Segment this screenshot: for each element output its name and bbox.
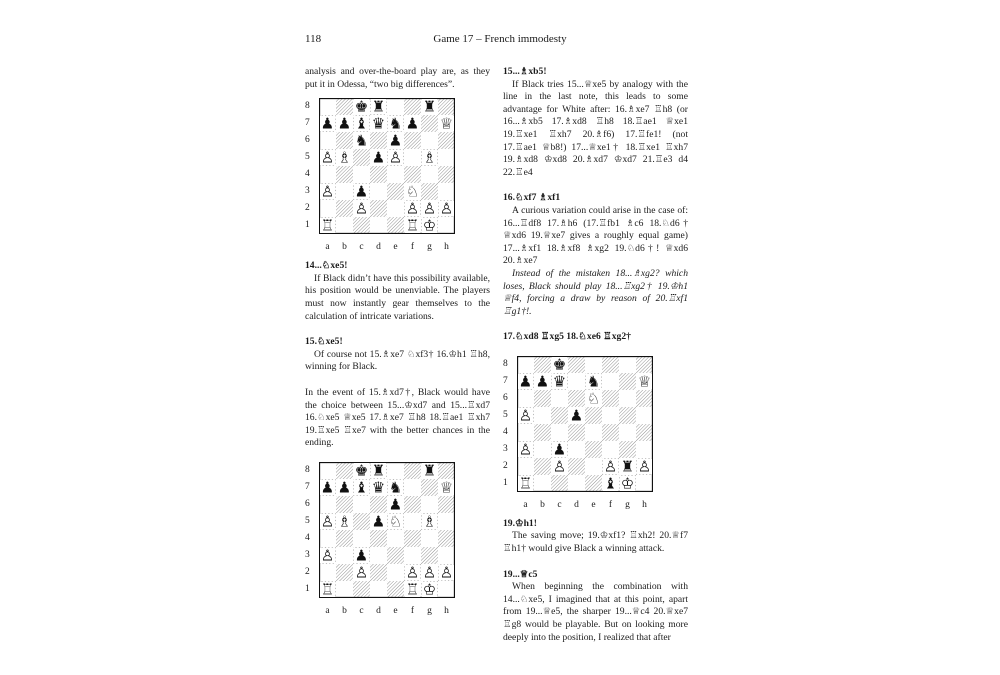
left-column <box>305 66 490 624</box>
white-piece-a1: ♖ <box>320 580 335 598</box>
rank-label: 4 <box>305 169 310 180</box>
dark-square <box>636 424 653 441</box>
dark-square <box>551 475 568 492</box>
move-heading: 15...♗xb5! <box>503 66 547 77</box>
black-piece-g8: ♜ <box>422 461 437 480</box>
light-square <box>585 424 602 441</box>
file-label: c <box>359 605 364 616</box>
rank-label: 5 <box>305 515 310 526</box>
file-label: e <box>393 605 398 616</box>
dark-square <box>568 458 585 475</box>
white-piece-a3: ♙ <box>320 546 335 565</box>
light-square <box>319 530 336 547</box>
dark-square <box>585 475 602 492</box>
dark-square <box>602 424 619 441</box>
dark-square <box>602 390 619 407</box>
black-piece-f7: ♟ <box>405 114 420 133</box>
black-piece-b7: ♟ <box>337 114 352 133</box>
black-piece-g2: ♜ <box>620 457 635 476</box>
rank-label: 6 <box>503 392 508 403</box>
file-labels <box>319 600 455 616</box>
black-piece-c3: ♟ <box>552 440 567 459</box>
light-square <box>353 166 370 183</box>
light-square <box>636 475 653 492</box>
light-square <box>421 132 438 149</box>
rank-label: 3 <box>503 443 508 454</box>
dark-square <box>370 166 387 183</box>
rank-label: 3 <box>305 549 310 560</box>
light-square <box>387 200 404 217</box>
dark-square <box>336 200 353 217</box>
light-square <box>517 424 534 441</box>
white-piece-f1: ♖ <box>405 216 420 235</box>
dark-square <box>534 458 551 475</box>
black-piece-e7: ♞ <box>388 114 403 133</box>
file-label: f <box>410 605 415 616</box>
black-piece-c8: ♚ <box>354 461 369 480</box>
rank-label: 1 <box>305 583 310 594</box>
white-piece-c2: ♙ <box>552 457 567 476</box>
black-piece-a7: ♟ <box>518 372 533 391</box>
page-number: 118 <box>305 33 322 45</box>
dark-square <box>438 462 455 479</box>
file-label: b <box>342 605 347 616</box>
white-piece-g2: ♙ <box>422 563 437 582</box>
light-square <box>404 513 421 530</box>
light-square <box>517 458 534 475</box>
move-heading: 15.♘xe5! <box>305 336 343 348</box>
light-square <box>370 183 387 200</box>
black-piece-g8: ♜ <box>422 98 437 116</box>
black-piece-d7: ♛ <box>371 114 386 133</box>
black-piece-d8: ♜ <box>371 98 386 116</box>
rank-label: 7 <box>305 118 310 129</box>
white-piece-e5: ♙ <box>388 148 403 167</box>
file-label: a <box>325 605 330 616</box>
light-square <box>517 390 534 407</box>
dark-square <box>370 132 387 149</box>
dark-square <box>421 115 438 132</box>
white-piece-a1: ♖ <box>518 474 533 492</box>
light-square <box>568 475 585 492</box>
light-square <box>404 479 421 496</box>
paragraph: Of course not 15.♗xe7 ♘xf3† 16.♔h1 ♖h8, winning for Black. <box>305 348 490 373</box>
rank-label: 6 <box>305 498 310 509</box>
chess-diagram <box>503 356 663 512</box>
white-piece-a3: ♙ <box>518 440 533 459</box>
light-square <box>438 217 455 234</box>
black-piece-c3: ♟ <box>354 546 369 565</box>
dark-square <box>353 217 370 234</box>
black-piece-a7: ♟ <box>320 114 335 133</box>
light-square <box>602 407 619 424</box>
black-piece-b7: ♟ <box>535 372 550 391</box>
rank-label: 7 <box>305 481 310 492</box>
white-piece-b5: ♗ <box>337 148 352 167</box>
black-piece-e6: ♟ <box>388 131 403 150</box>
rank-label: 3 <box>305 186 310 197</box>
dark-square <box>336 98 353 115</box>
light-square <box>421 496 438 513</box>
black-piece-c7: ♝ <box>354 114 369 133</box>
white-piece-a3: ♙ <box>320 182 335 201</box>
black-piece-d5: ♟ <box>371 512 386 531</box>
dark-square <box>421 479 438 496</box>
light-square <box>336 217 353 234</box>
dark-square <box>619 441 636 458</box>
light-square <box>568 373 585 390</box>
light-square <box>387 564 404 581</box>
dark-square <box>370 200 387 217</box>
light-square <box>585 458 602 475</box>
file-label: f <box>608 499 613 510</box>
black-piece-d7: ♛ <box>371 478 386 497</box>
rank-label: 8 <box>305 464 310 475</box>
light-square <box>619 390 636 407</box>
black-piece-c7: ♝ <box>354 478 369 497</box>
dark-square <box>568 356 585 373</box>
black-piece-a7: ♟ <box>320 478 335 497</box>
rank-label: 8 <box>503 358 508 369</box>
running-title: Game 17 – French immodesty <box>433 33 567 45</box>
light-square <box>619 424 636 441</box>
white-piece-e5: ♘ <box>388 512 403 531</box>
black-piece-d8: ♜ <box>371 461 386 480</box>
paragraph: A curious variation could arise in the case of: 16...♖df8 17.♗h6 (17.♖fb1 ♗c6 18.♘d6† ♕xd6 19.♕xe7 gives a roughly equal game) 17...♗xf1 18.♗xf8 ♗xg2 19.♘d6†! ♕xd6 20.♗xe7 <box>503 204 688 267</box>
file-label: a <box>325 242 330 253</box>
dark-square <box>636 356 653 373</box>
file-label: a <box>523 499 528 510</box>
move-heading: 19...♕c5 <box>503 568 538 580</box>
dark-square <box>568 424 585 441</box>
file-labels <box>517 494 653 510</box>
light-square <box>438 183 455 200</box>
dark-square <box>534 424 551 441</box>
light-square <box>370 581 387 598</box>
light-square <box>438 547 455 564</box>
file-label: d <box>376 605 381 616</box>
file-label: e <box>393 242 398 253</box>
paragraph: In the event of 15.♗xd7†, Black would have the choice between 15...♔xd7 and 15...♖xd7 16.♘xe5 ♕xe5 17.♗xe7 ♖h8 18.♖ae1 ♖xh7 19.♖xe5 ♖xe7 with the better chances in the ending. <box>305 386 490 449</box>
dark-square <box>336 166 353 183</box>
black-piece-d5: ♟ <box>371 148 386 167</box>
dark-square <box>438 166 455 183</box>
white-piece-c2: ♙ <box>354 199 369 218</box>
white-piece-f3: ♘ <box>405 182 420 201</box>
white-piece-h2: ♙ <box>637 457 652 476</box>
rank-labels <box>305 98 317 234</box>
light-square <box>438 513 455 530</box>
light-square <box>387 98 404 115</box>
move-heading: 19.♔h1! <box>503 517 537 529</box>
black-piece-f1: ♝ <box>603 474 618 492</box>
dark-square <box>336 462 353 479</box>
rank-label: 2 <box>305 203 310 214</box>
white-piece-h2: ♙ <box>439 563 454 582</box>
light-square <box>438 581 455 598</box>
light-square <box>534 407 551 424</box>
white-piece-h7: ♕ <box>439 114 454 133</box>
light-square <box>636 441 653 458</box>
white-piece-f2: ♙ <box>405 199 420 218</box>
paragraph: Instead of the mistaken 18...♗xg2? which loses, Black should play 18...♖xg2† 19.♔h1 ♕f4, forcing a draw by reason of 20.♖xf1 ♖g1†!. <box>503 267 688 317</box>
file-label: g <box>625 499 630 510</box>
dark-square <box>336 132 353 149</box>
light-square <box>319 132 336 149</box>
dark-square <box>387 581 404 598</box>
white-piece-a5: ♙ <box>320 148 335 167</box>
white-piece-h7: ♕ <box>637 372 652 391</box>
paragraph: If Black didn’t have this possibility available, his position would be unenviable. The players must now instantly gear themselves to the calculation of intricate variations. <box>305 272 490 322</box>
page-header <box>305 33 695 49</box>
light-square <box>585 356 602 373</box>
white-piece-g1: ♔ <box>422 216 437 235</box>
light-square <box>568 441 585 458</box>
light-square <box>336 547 353 564</box>
light-square <box>387 530 404 547</box>
black-piece-b7: ♟ <box>337 478 352 497</box>
white-piece-g5: ♗ <box>422 148 437 167</box>
black-piece-d5: ♟ <box>569 406 584 425</box>
light-square <box>370 547 387 564</box>
dark-square <box>636 390 653 407</box>
white-piece-g1: ♔ <box>620 474 635 492</box>
file-label: g <box>427 242 432 253</box>
file-label: h <box>444 605 449 616</box>
dark-square <box>619 407 636 424</box>
white-piece-e6: ♘ <box>586 389 601 408</box>
dark-square <box>404 166 421 183</box>
rank-label: 4 <box>305 532 310 543</box>
rank-label: 2 <box>503 460 508 471</box>
dark-square <box>404 530 421 547</box>
white-piece-g5: ♗ <box>422 512 437 531</box>
dark-square <box>551 407 568 424</box>
dark-square <box>438 496 455 513</box>
white-piece-h2: ♙ <box>439 199 454 218</box>
light-square <box>636 407 653 424</box>
dark-square <box>336 530 353 547</box>
light-square <box>336 581 353 598</box>
dark-square <box>404 98 421 115</box>
dark-square <box>438 98 455 115</box>
light-square <box>319 564 336 581</box>
file-label: h <box>444 242 449 253</box>
chess-diagram <box>305 98 465 254</box>
white-piece-f2: ♙ <box>603 457 618 476</box>
file-labels <box>319 236 455 253</box>
light-square <box>551 390 568 407</box>
light-square <box>404 547 421 564</box>
file-label: h <box>642 499 647 510</box>
dark-square <box>585 407 602 424</box>
black-piece-c8: ♚ <box>552 355 567 374</box>
right-column <box>503 66 688 644</box>
dark-square <box>370 564 387 581</box>
file-label: d <box>574 499 579 510</box>
light-square <box>421 166 438 183</box>
black-piece-c7: ♛ <box>552 372 567 391</box>
light-square <box>551 424 568 441</box>
dark-square <box>438 530 455 547</box>
rank-label: 2 <box>305 566 310 577</box>
white-piece-a5: ♙ <box>518 406 533 425</box>
light-square <box>353 530 370 547</box>
dark-square <box>421 183 438 200</box>
rank-labels <box>305 462 317 598</box>
move-heading: 16.♘xf7 ♗xf1 <box>503 192 561 204</box>
white-piece-h7: ♕ <box>439 478 454 497</box>
paragraph: If Black tries 15...♕xe5 by analogy with the line in the last note, this leads to some advantage for White after: 16.♗xe7 ♖h8 (or 16...♗xb5 17.♗xd8 ♖h8 18.♖ae1 ♕xe1 19.♖xe1 ♖xh7 20.♗f6) 17.♖fe1! (not 17.♖ae1 ♕b8!) 17...♕xe1† 18.♖xe1 ♖xh7 19.♗xd8 ♔xd8 20.♗xd7 ♔xd7 21.♖e3 d4 22.♖e4 <box>503 78 688 178</box>
dark-square <box>370 530 387 547</box>
dark-square <box>404 496 421 513</box>
light-square <box>319 462 336 479</box>
rank-label: 1 <box>305 220 310 231</box>
black-piece-c8: ♚ <box>354 98 369 116</box>
dark-square <box>568 390 585 407</box>
light-square <box>319 98 336 115</box>
light-square <box>619 356 636 373</box>
black-piece-c6: ♞ <box>354 131 369 150</box>
light-square <box>387 462 404 479</box>
light-square <box>534 475 551 492</box>
light-square <box>602 373 619 390</box>
rank-label: 6 <box>305 135 310 146</box>
black-piece-e7: ♞ <box>586 372 601 391</box>
file-label: b <box>540 499 545 510</box>
dark-square <box>602 356 619 373</box>
dark-square <box>353 149 370 166</box>
dark-square <box>336 564 353 581</box>
paragraph: When beginning the combination with 14...♘xe5, I imagined that at this point, apart from 19...♕e5, the sharper 19...♕c4 20.♕xe7 ♖g8 would be playable. But on looking more deeply into the position, I realized that after <box>503 581 688 643</box>
dark-square <box>353 581 370 598</box>
light-square <box>602 441 619 458</box>
light-square <box>387 166 404 183</box>
dark-square <box>534 356 551 373</box>
file-label: d <box>376 242 381 253</box>
dark-square <box>387 183 404 200</box>
black-piece-c3: ♟ <box>354 182 369 201</box>
light-square <box>319 166 336 183</box>
chess-board <box>319 98 455 234</box>
dark-square <box>585 441 602 458</box>
white-piece-a5: ♙ <box>320 512 335 531</box>
white-piece-a1: ♖ <box>320 216 335 235</box>
light-square <box>353 496 370 513</box>
chess-board <box>517 356 653 492</box>
rank-labels <box>503 356 515 492</box>
rank-label: 7 <box>503 375 508 386</box>
chess-board <box>319 462 455 598</box>
white-piece-f2: ♙ <box>405 563 420 582</box>
white-piece-g2: ♙ <box>422 199 437 218</box>
light-square <box>336 183 353 200</box>
file-label: g <box>427 605 432 616</box>
dark-square <box>404 132 421 149</box>
paragraph: The saving move; 19.♔xf1? ♖xh2! 20.♕f7 ♖h1† would give Black a winning attack. <box>503 530 688 555</box>
light-square <box>438 149 455 166</box>
rank-label: 1 <box>503 477 508 488</box>
light-square <box>319 200 336 217</box>
rank-label: 5 <box>503 409 508 420</box>
rank-label: 4 <box>503 426 508 437</box>
white-piece-b5: ♗ <box>337 512 352 531</box>
dark-square <box>534 390 551 407</box>
light-square <box>370 217 387 234</box>
light-square <box>421 530 438 547</box>
file-label: c <box>557 499 562 510</box>
move-heading: 14...♘xe5! <box>305 260 348 272</box>
rank-label: 5 <box>305 152 310 163</box>
file-label: c <box>359 242 364 253</box>
file-label: b <box>342 242 347 253</box>
white-piece-g1: ♔ <box>422 580 437 598</box>
file-label: f <box>410 242 415 253</box>
rank-label: 8 <box>305 101 310 112</box>
paragraph: analysis and over-the-board play are, as they put it in Odessa, “two big differences”. <box>305 66 490 90</box>
light-square <box>517 356 534 373</box>
dark-square <box>619 373 636 390</box>
dark-square <box>438 132 455 149</box>
dark-square <box>336 496 353 513</box>
dark-square <box>353 513 370 530</box>
light-square <box>534 441 551 458</box>
move-heading: 17.♘xd8 ♖xg5 18.♘xe6 ♖xg2† <box>503 331 631 343</box>
light-square <box>319 496 336 513</box>
white-piece-c2: ♙ <box>354 563 369 582</box>
dark-square <box>404 462 421 479</box>
light-square <box>404 149 421 166</box>
dark-square <box>370 496 387 513</box>
chess-diagram <box>305 462 465 618</box>
dark-square <box>387 547 404 564</box>
dark-square <box>421 547 438 564</box>
white-piece-f1: ♖ <box>405 580 420 598</box>
dark-square <box>387 217 404 234</box>
black-piece-e7: ♞ <box>388 478 403 497</box>
black-piece-e6: ♟ <box>388 495 403 514</box>
file-label: e <box>591 499 596 510</box>
